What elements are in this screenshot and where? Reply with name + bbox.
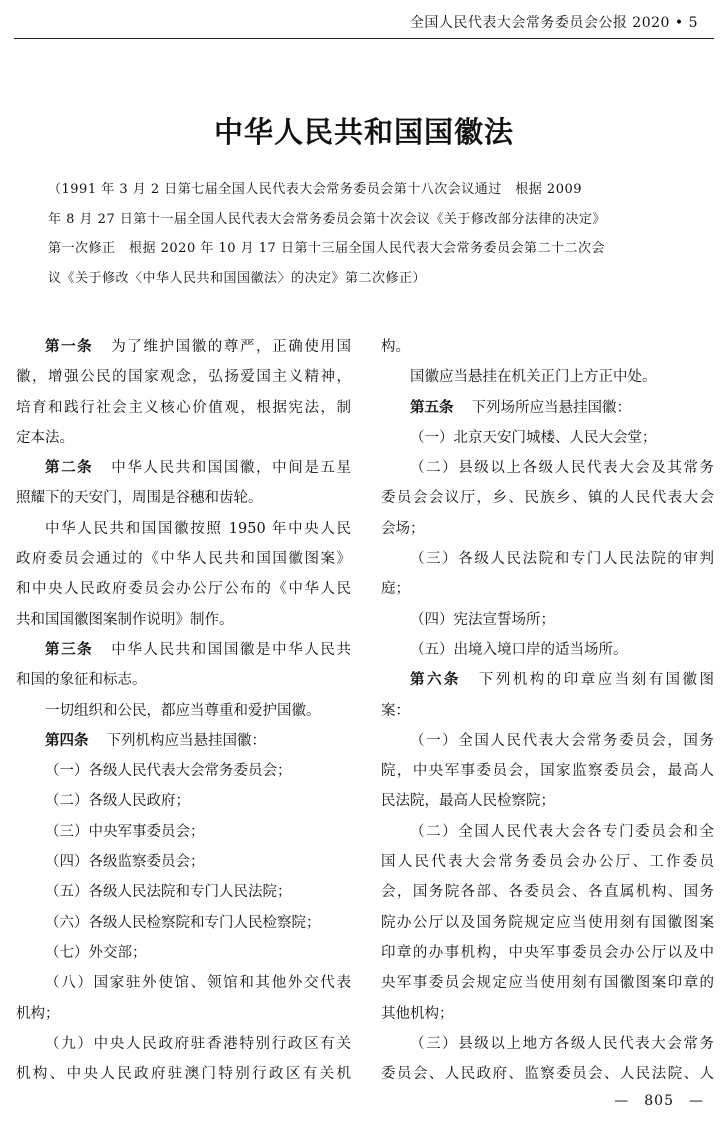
text-line: [381, 332, 714, 362]
line-text: （一）各级人民代表大会常务委员会；: [45, 763, 292, 780]
text-line: [16, 938, 351, 968]
line-text: 机构、中央人民政府驻澳门特别行政区有关机: [16, 1066, 351, 1083]
line-text: 院办公厅以及国务院规定应当使用刻有国徽图案: [381, 914, 714, 931]
line-text: 下列场所应当悬挂国徽：: [471, 399, 631, 416]
preamble-line: 第一次修正 根据 2020 年 10 月 17 日第十三届全国人民代表大会常务委员会第二十二次会: [48, 241, 605, 256]
text-line: [16, 635, 351, 665]
line-text: 印章的办事机构，中央军事委员会办公厅以及中: [381, 944, 714, 961]
line-text: （一）北京天安门城楼、人民大会堂；: [410, 429, 657, 446]
line-text: （四）各级监察委员会；: [45, 854, 205, 871]
line-text: （九）中央人民政府驻香港特别行政区有关: [45, 1035, 351, 1052]
line-text: 院，中央军事委员会，国家监察委员会，最高人: [381, 763, 714, 780]
line-text: 下列机构的印章应当刻有国徽图: [478, 672, 714, 689]
text-line: [16, 696, 351, 726]
text-line: [381, 756, 714, 786]
line-text: 为了维护国徽的尊严，正确使用国: [111, 339, 351, 355]
text-line: [16, 1059, 351, 1089]
text-line: [381, 696, 714, 726]
line-text: （二）县级以上各级人民代表大会及其常务: [410, 460, 714, 477]
running-header: 全国人民代表大会常务委员会公报 2020 • 5: [409, 15, 698, 31]
preamble: [48, 175, 686, 293]
text-line: [381, 605, 714, 635]
text-line: [381, 786, 714, 816]
text-line: [16, 544, 351, 574]
line-text: 共和国国徽图案制作说明》制作。: [16, 611, 234, 628]
text-line: [381, 847, 714, 877]
text-line: [381, 1029, 714, 1059]
line-text: 国人民代表大会常务委员会办公厅、工作委员: [381, 854, 714, 871]
line-text: 庭；: [381, 581, 410, 598]
text-line: [16, 786, 351, 816]
text-line: [16, 423, 351, 453]
text-line: [381, 635, 714, 665]
line-text: 下列机构应当悬挂国徽：: [106, 732, 266, 749]
line-text: 和中央人民政府委员会办公厅公布的《中华人民: [16, 581, 351, 598]
text-line: [16, 453, 351, 483]
text-line: [381, 514, 714, 544]
text-line: [381, 393, 714, 423]
right-column: [381, 332, 714, 1089]
line-text: （五）各级人民法院和专门人民法院；: [45, 884, 292, 901]
line-text: 会场；: [381, 520, 425, 537]
line-text: 委员会会议厅，乡、民族乡、镇的人民代表大会: [381, 490, 714, 507]
text-line: [381, 544, 714, 574]
line-text: 中华人民共和国国徽按照 1950 年中央人民: [45, 520, 351, 537]
line-text: 一切组织和公民，都应当尊重和爱护国徽。: [45, 702, 321, 719]
line-text: 中华人民共和国国徽，中间是五星: [111, 460, 351, 477]
text-line: [381, 999, 714, 1029]
line-text: 国徽应当悬挂在机关正门上方正中处。: [410, 369, 657, 386]
text-line: [16, 665, 351, 695]
text-line: [381, 908, 714, 938]
line-text: （六）各级人民检察院和专门人民检察院；: [45, 914, 321, 931]
text-line: [16, 817, 351, 847]
line-text: 会，国务院各部、各委员会、各直属机构、国务: [381, 884, 714, 901]
line-text: 培育和践行社会主义核心价值观，根据宪法，制: [16, 399, 351, 416]
line-text: 民法院，最高人民检察院；: [381, 793, 555, 810]
text-line: [381, 574, 714, 604]
text-line: [16, 1029, 351, 1059]
text-line: [16, 847, 351, 877]
text-line: [381, 877, 714, 907]
line-text: 案：: [381, 702, 410, 719]
text-line: [16, 756, 351, 786]
page-title: 中华人民共和国国徽法: [213, 115, 514, 149]
text-line: [16, 362, 351, 392]
line-text: 其他机构；: [381, 1005, 454, 1022]
line-text: （三）县级以上地方各级人民代表大会常务: [410, 1035, 714, 1052]
line-text: （四）宪法宣誓场所；: [410, 611, 555, 628]
line-text: 机构；: [16, 1005, 60, 1022]
text-line: [381, 726, 714, 756]
line-text: （七）外交部；: [45, 944, 147, 961]
article-label: 第五条: [410, 398, 454, 416]
line-text: （二）各级人民政府；: [45, 793, 190, 810]
text-line: [381, 938, 714, 968]
line-text: （三）中央军事委员会；: [45, 823, 205, 840]
text-line: [16, 574, 351, 604]
header-rule: [14, 38, 714, 39]
line-text: 和国的象征和标志。: [16, 672, 147, 689]
text-line: [381, 968, 714, 998]
text-line: [16, 999, 351, 1029]
line-text: 构。: [381, 339, 410, 355]
text-line: [16, 968, 351, 998]
text-line: [381, 423, 714, 453]
line-text: 定本法。: [16, 429, 74, 446]
text-line: [16, 514, 351, 544]
preamble-line: 议《关于修改〈中华人民共和国国徽法〉的决定》第二次修正）: [48, 270, 427, 286]
text-line: [381, 665, 714, 695]
text-line: [16, 908, 351, 938]
text-line: [381, 453, 714, 483]
line-text: （五）出境入境口岸的适当场所。: [410, 641, 628, 658]
text-line: [381, 483, 714, 513]
article-label: 第六条: [410, 671, 461, 689]
article-label: 第四条: [45, 731, 89, 749]
line-text: 中华人民共和国国徽是中华人民共: [111, 641, 351, 658]
text-line: [16, 393, 351, 423]
text-line: [381, 362, 714, 392]
preamble-line: （1991 年 3 月 2 日第七届全国人民代表大会常务委员会第十八次会议通过 根据 2009: [48, 182, 583, 197]
text-line: [16, 605, 351, 635]
text-line: [16, 332, 351, 362]
line-text: （三）各级人民法院和专门人民法院的审判: [410, 551, 714, 568]
line-text: （二）全国人民代表大会各专门委员会和全: [410, 823, 714, 840]
line-text: （八）国家驻外使馆、领馆和其他外交代表: [45, 975, 351, 992]
line-text: 徽，增强公民的国家观念，弘扬爱国主义精神，: [16, 369, 351, 386]
text-line: [16, 483, 351, 513]
article-label: 第三条: [45, 640, 94, 658]
page-number: — 805 —: [614, 1093, 704, 1109]
text-line: [16, 877, 351, 907]
preamble-line: 年 8 月 27 日第十一届全国人民代表大会常务委员会第十次会议《关于修改部分法律的决定》: [48, 211, 606, 227]
line-text: 政府委员会通过的《中华人民共和国国徽图案》: [16, 551, 351, 568]
article-label: 第一条: [45, 338, 94, 355]
left-column: [16, 332, 351, 1089]
text-line: [16, 726, 351, 756]
text-line: [381, 817, 714, 847]
line-text: 委员会、人民政府、监察委员会、人民法院、人: [381, 1066, 714, 1083]
line-text: 央军事委员会规定应当使用刻有国徽图案印章的: [381, 975, 714, 992]
article-label: 第二条: [45, 459, 94, 477]
line-text: （一）全国人民代表大会常务委员会，国务: [410, 732, 714, 749]
line-text: 照耀下的天安门，周围是谷穗和齿轮。: [16, 490, 263, 507]
text-line: [381, 1059, 714, 1089]
